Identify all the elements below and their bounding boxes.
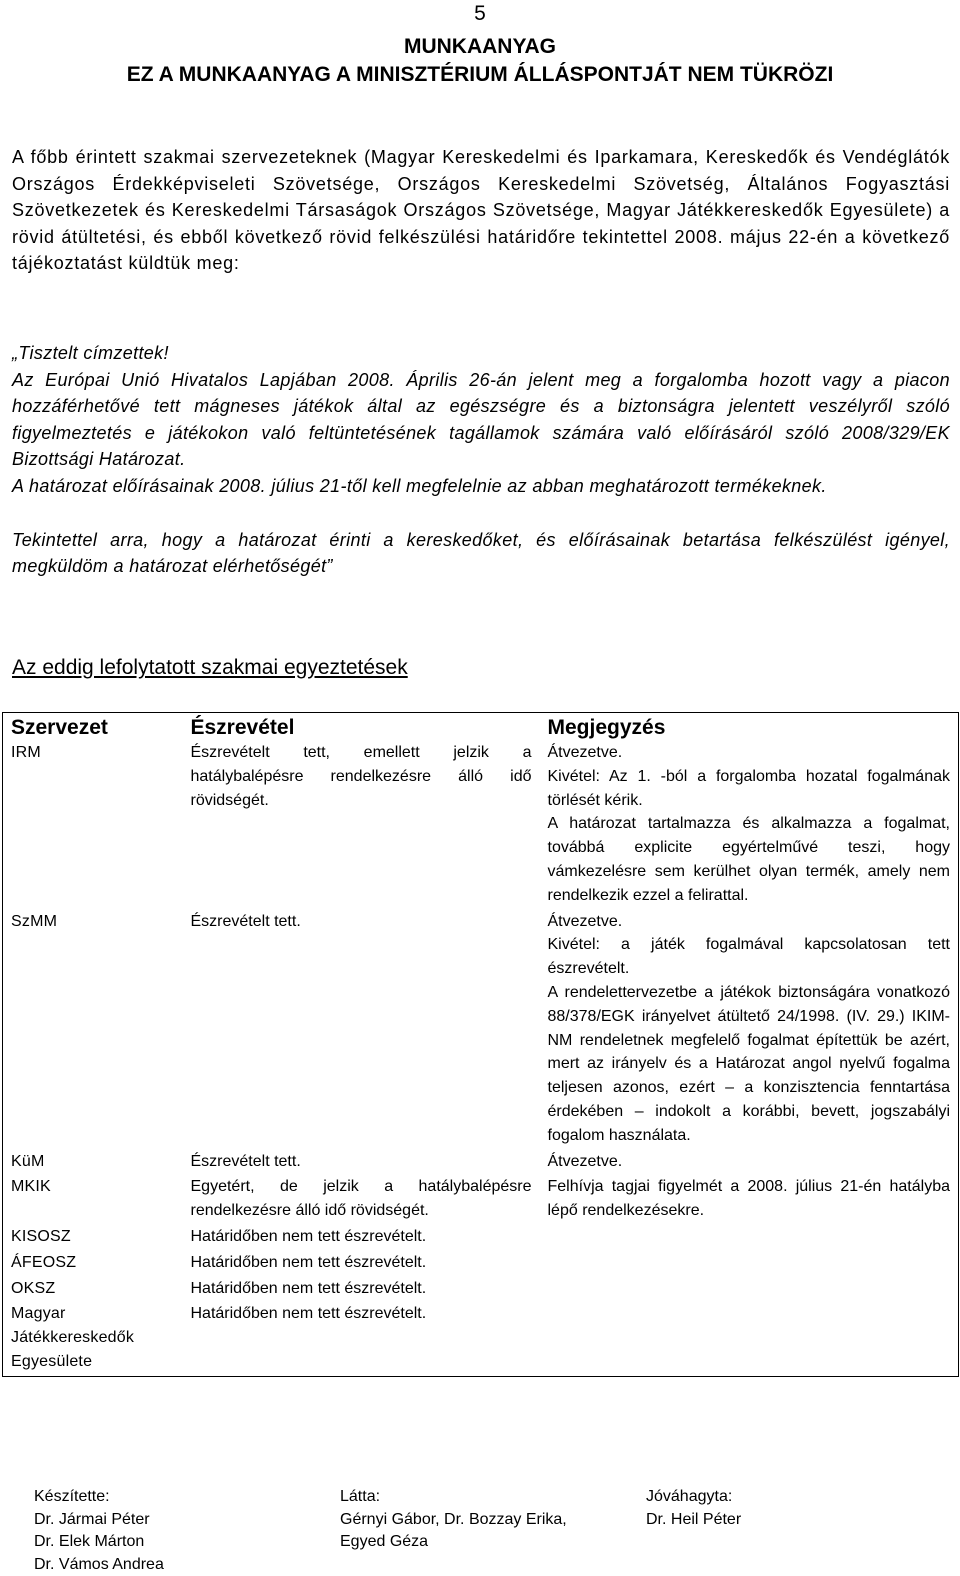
footer-seen <box>340 1486 567 1554</box>
footer-name: Gérnyi Gábor, Dr. Bozzay Erika, <box>340 1509 567 1532</box>
org-cell: IRM <box>3 741 183 910</box>
org-cell: MKIK <box>3 1175 183 1225</box>
comment-cell: Határidőben nem tett észrevételt. <box>183 1225 540 1251</box>
footer-name: Egyed Géza <box>340 1531 567 1554</box>
header-note: Megjegyzés <box>540 713 959 742</box>
table-row <box>3 910 959 1150</box>
note-cell <box>540 1251 959 1277</box>
page-number: 5 <box>0 2 960 26</box>
table-row <box>3 1150 959 1176</box>
note-line: Kivétel: Az 1. -ból a forgalomba hozatal fogalmának törlését kérik. <box>548 765 951 813</box>
note-cell <box>540 1175 959 1225</box>
footer-approved <box>646 1486 741 1531</box>
note-cell <box>540 1225 959 1251</box>
footer-name: Dr. Jármai Péter <box>34 1509 164 1532</box>
header-organization: Szervezet <box>3 713 183 742</box>
header-disclaimer: EZ A MUNKAANYAG A MINISZTÉRIUM ÁLLÁSPONTJÁT NEM TÜKRÖZI <box>0 62 960 88</box>
org-cell: SzMM <box>3 910 183 1150</box>
org-cell: ÁFEOSZ <box>3 1251 183 1277</box>
org-line: Egyesülete <box>11 1350 175 1374</box>
header-draft-label: MUNKAANYAG <box>0 34 960 60</box>
footer-seen-label: Látta: <box>340 1486 567 1509</box>
note-cell <box>540 741 959 910</box>
org-cell: OKSZ <box>3 1277 183 1303</box>
table-row <box>3 1225 959 1251</box>
intro-paragraph: A főbb érintett szakmai szervezeteknek (Magyar Kereskedelmi és Iparkamara, Kereskedők és Vendéglátók Országos Érdekképviseleti Szövetsége, Országos Kereskedelmi Szövetség, Általános Fogyasztási Szövetkezetek és Kereskedelmi Társaságok Országos Szövetsége, Magyar Játékkereskedők Egyesülete) a rövid átültetési, és ebből következő rövid felkészülési határidőre tekintettel 2008. május 22-én a következő tájékoztatást küldtük meg: <box>12 144 950 277</box>
table-row <box>3 1175 959 1225</box>
comment-cell: Határidőben nem tett észrevételt. <box>183 1302 540 1376</box>
note-line: Átvezetve. <box>548 1150 951 1174</box>
note-cell <box>540 1150 959 1176</box>
note-line: A határozat tartalmazza és alkalmazza a fogalmat, továbbá explicite egyértelművé teszi, hogy vámkezelésre sem kerülhet olyan termék, amely nem rendelkezik ezzel a felirattal. <box>548 812 951 907</box>
org-line: Játékkereskedők <box>11 1326 175 1350</box>
table-row <box>3 1277 959 1303</box>
org-cell <box>3 1302 183 1376</box>
note-line: Átvezetve. <box>548 741 951 765</box>
note-cell <box>540 910 959 1150</box>
footer-prepared-label: Készítette: <box>34 1486 164 1509</box>
table-header-row <box>3 713 959 742</box>
note-line: A rendelettervezetbe a játékok biztonságára vonatkozó 88/378/EGK irányelvet átültető 24/1998. (IV. 29.) IKIM-NM rendeletnek megfelelő fogalmat építettük be azért, mert az irányelv és a Határozat angol nyelvű fogalma teljesen azonos, ezért – a konzisztencia fenntartása érdekében – indokolt a korábbi, bevett, jogszabályi fogalom használata. <box>548 981 951 1148</box>
consultation-table <box>2 712 959 1377</box>
comment-cell: Határidőben nem tett észrevételt. <box>183 1277 540 1303</box>
header-comment: Észrevétel <box>183 713 540 742</box>
table-row <box>3 741 959 910</box>
comment-cell: Egyetért, de jelzik a hatálybalépésre rendelkezésre álló idő rövidségét. <box>183 1175 540 1225</box>
letter-closing: Tekintettel arra, hogy a határozat érinti a kereskedőket, és előírásainak betartása felkészülést igényel, megküldöm a határozat elérhetőségét” <box>12 527 950 580</box>
footer-approved-label: Jóváhagyta: <box>646 1486 741 1509</box>
comment-cell: Észrevételt tett. <box>183 1150 540 1176</box>
section-title: Az eddig lefolytatott szakmai egyeztetések <box>12 655 408 681</box>
org-cell: KüM <box>3 1150 183 1176</box>
comment-cell: Határidőben nem tett észrevételt. <box>183 1251 540 1277</box>
org-line: Magyar <box>11 1302 175 1326</box>
footer-name: Dr. Elek Márton <box>34 1531 164 1554</box>
footer-name: Dr. Heil Péter <box>646 1509 741 1532</box>
letter-salutation: „Tisztelt címzettek! <box>12 340 950 367</box>
note-line: Átvezetve. <box>548 910 951 934</box>
note-line: Kivétel: a játék fogalmával kapcsolatosan tett észrevételt. <box>548 933 951 981</box>
footer-name: Dr. Vámos Andrea <box>34 1554 164 1576</box>
table-row <box>3 1251 959 1277</box>
quoted-letter <box>12 340 950 580</box>
letter-body: Az Európai Unió Hivatalos Lapjában 2008. Április 26-án jelent meg a forgalomba hozott vagy a piacon hozzáférhetővé tett mágneses játékok által az egészségre és a biztonságra jelentett veszélyről szóló figyelmeztetés e játékokon való feltüntetésének tagállamok számára való előírásáról szóló 2008/329/EK Bizottsági Határozat. <box>12 367 950 473</box>
note-cell <box>540 1302 959 1376</box>
note-cell <box>540 1277 959 1303</box>
table-row <box>3 1302 959 1376</box>
footer-prepared <box>34 1486 164 1576</box>
note-line: Felhívja tagjai figyelmét a 2008. július 21-én hatályba lépő rendelkezésekre. <box>548 1175 951 1223</box>
comment-cell: Észrevételt tett. <box>183 910 540 1150</box>
comment-cell: Észrevételt tett, emellett jelzik a hatálybalépésre rendelkezésre álló idő rövidségét. <box>183 741 540 910</box>
letter-deadline: A határozat előírásainak 2008. július 21-től kell megfelelnie az abban meghatározott termékeknek. <box>12 473 950 500</box>
org-cell: KISOSZ <box>3 1225 183 1251</box>
